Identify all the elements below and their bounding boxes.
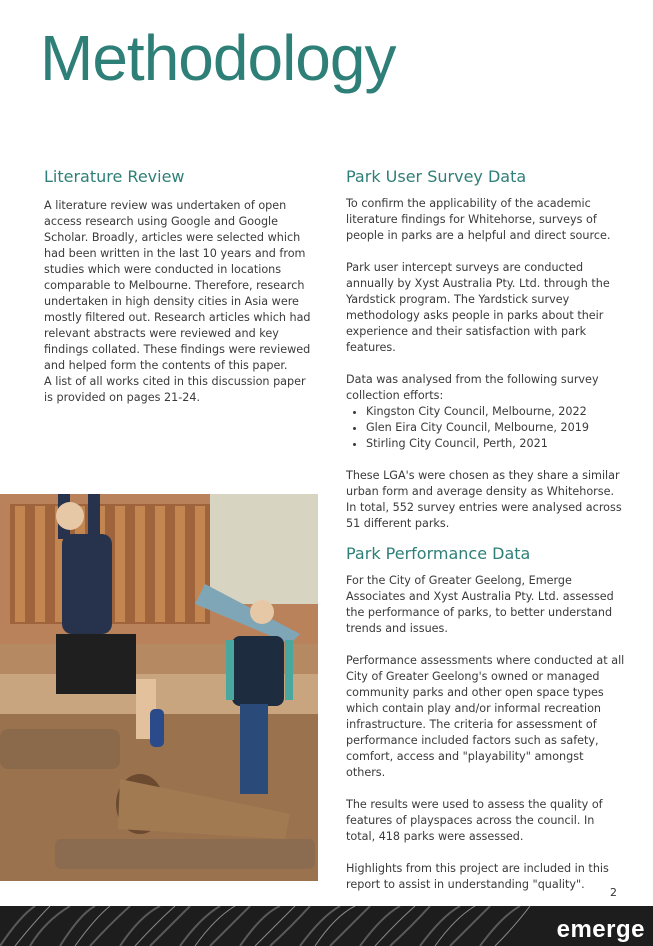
performance-paragraph-1: For the City of Greater Geelong, Emerge Associates and Xyst Australia Pty. Ltd. assessed the performance of parks, to better understand trends and issues. (346, 574, 614, 635)
survey-paragraph-3: Data was analysed from the following survey collection efforts: (346, 373, 599, 402)
performance-paragraph-4: Highlights from this project are included in this report to assist in understanding "quality". (346, 862, 609, 891)
performance-paragraph-3: The results were used to assess the quality of features of playspaces across the council. In total, 418 parks were assessed. (346, 798, 603, 843)
performance-paragraph-2: Performance assessments where conducted at all City of Greater Geelong's owned or managed community parks and other open space types which contain play and/or informal recreation infrastructure. The criteria for assessment of performance included factors such as safety, comfort, access and "playability" amongst others. (346, 654, 625, 779)
list-item: • Stirling City Council, Perth, 2021 (366, 436, 626, 452)
literature-review-paragraph: A literature review was undertaken of open access research using Google and Google Scholar. Broadly, articles were selected which had been written in the last 10 years and from studies which were conducted in locations comparable to Melbourne. Therefore, research undertaken in high density cities in Asia were mostly filtered out. Research articles which had relevant abstracts were reviewed and key findings collated. These findings were reviewed and helped form the contents of this paper. (44, 199, 311, 372)
park-performance-heading: Park Performance Data (346, 544, 531, 563)
list-item: • Glen Eira City Council, Melbourne, 2019 (366, 420, 626, 436)
playground-photo (0, 494, 318, 881)
literature-review-heading: Literature Review (44, 167, 185, 186)
survey-list (346, 404, 626, 452)
page-title: Methodology (40, 22, 396, 94)
brand-logo: emerge (556, 916, 645, 943)
literature-review-paragraph-2: A list of all works cited in this discussion paper is provided on pages 21-24. (44, 375, 306, 404)
survey-paragraph-1: To confirm the applicability of the academic literature findings for Whitehorse, surveys of people in parks are a helpful and direct source. (346, 197, 611, 242)
literature-review-section (44, 167, 316, 406)
right-column (346, 167, 626, 893)
footer-band (0, 906, 653, 946)
leaf-pattern (0, 906, 653, 946)
page-number: 2 (610, 886, 617, 899)
park-user-survey-heading: Park User Survey Data (346, 167, 527, 186)
survey-paragraph-2: Park user intercept surveys are conducted annually by Xyst Australia Pty. Ltd. through the Yardstick program. The Yardstick survey methodology asks people in parks about their experience and their satisfaction with park features. (346, 261, 610, 354)
survey-paragraph-4: These LGA's were chosen as they share a similar urban form and average density as Whitehorse. In total, 552 survey entries were analysed across 51 different parks. (346, 469, 622, 530)
list-item: • Kingston City Council, Melbourne, 2022 (366, 404, 626, 420)
